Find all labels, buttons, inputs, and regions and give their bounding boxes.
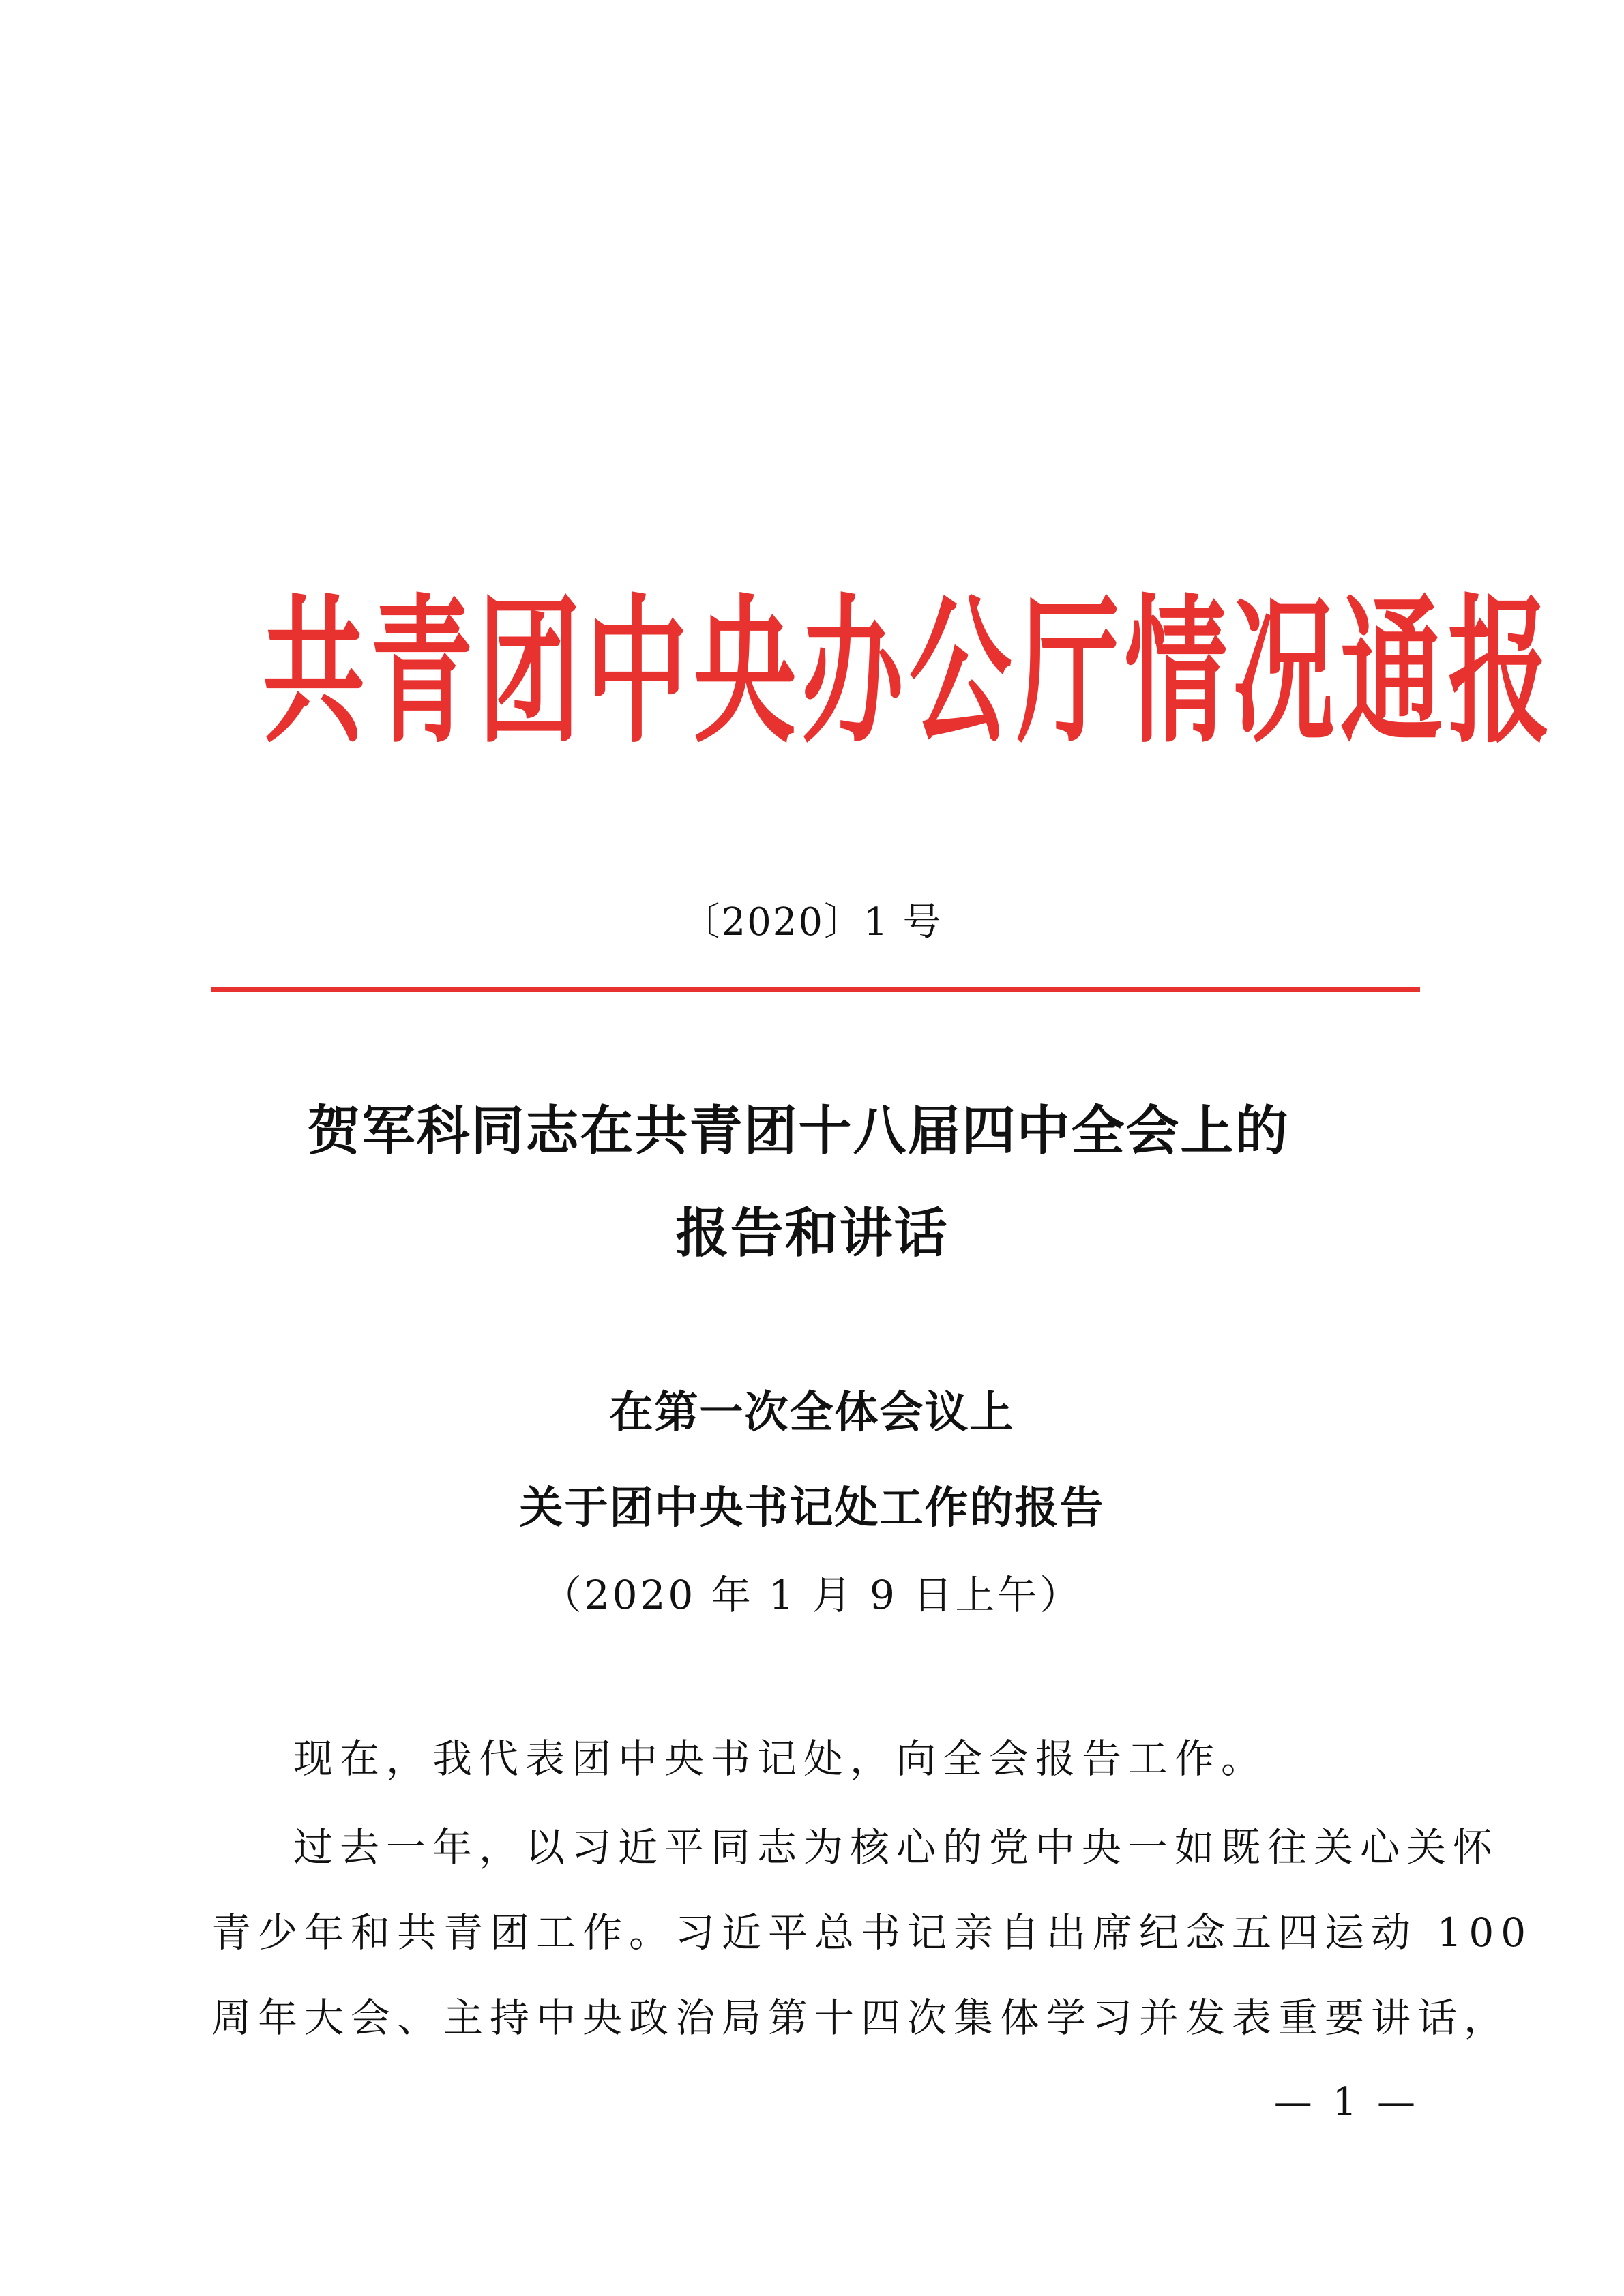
document-number: 〔2020〕1 号 [681, 900, 943, 944]
section-title-line-1: 在第一次全体会议上 [609, 1387, 1015, 1438]
main-title-line-2: 报告和讲话 [675, 1202, 949, 1264]
masthead-title: 共青团中央办公厅情况通报 [263, 581, 1556, 765]
report-date: （2020 年 1 月 9 日上午） [542, 1572, 1082, 1618]
body-paragraph-2-line-1: 过去一年，以习近平同志为核心的党中央一如既往关心关怀 [293, 1824, 1500, 1870]
red-divider-line [211, 987, 1420, 992]
body-paragraph-2-line-3: 周年大会、主持中央政治局第十四次集体学习并发表重要讲话， [211, 1995, 1511, 2041]
main-title-line-1: 贺军科同志在共青团十八届四中全会上的 [307, 1100, 1290, 1162]
body-paragraph-2-line-2: 青少年和共青团工作。习近平总书记亲自出席纪念五四运动 100 [211, 1909, 1533, 1956]
body-paragraph-1: 现在，我代表团中央书记处，向全会报告工作。 [293, 1735, 1268, 1782]
page-number: — 1 — [1273, 2080, 1419, 2124]
section-title-line-2: 关于团中央书记处工作的报告 [519, 1482, 1105, 1534]
